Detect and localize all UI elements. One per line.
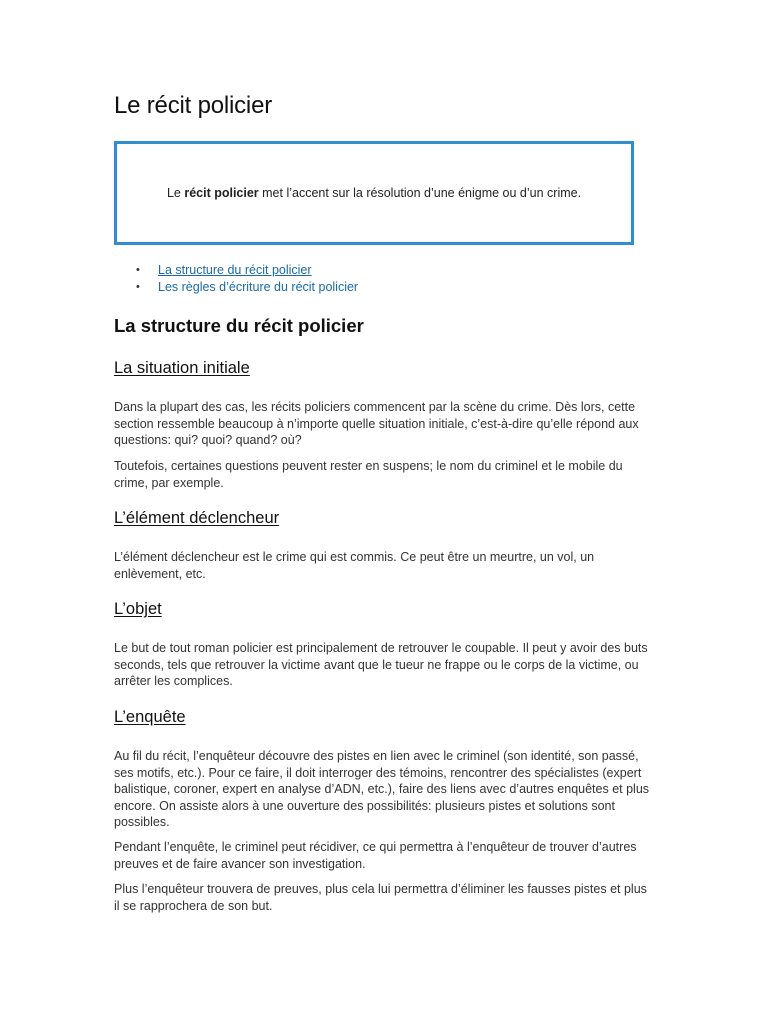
paragraph: Le but de tout roman policier est principalement de retrouver le coupable. Il peut y avoir des buts seconds, tels que retrouver la victime avant que le tueur ne frappe ou le corps de la victime, ou arrêter les complices.	[114, 641, 648, 688]
table-of-contents	[136, 262, 358, 296]
toc-item-structure	[136, 262, 358, 279]
toc-item-regles	[136, 279, 358, 296]
paragraph: L’élément déclencheur est le crime qui est commis. Ce peut être un meurtre, un vol, un enlèvement, etc.	[114, 550, 595, 581]
heading-element-declencheur: L’élément déclencheur	[114, 509, 280, 527]
heading-situation-initiale: La situation initiale	[114, 359, 250, 377]
paragraph: Pendant l’enquête, le criminel peut récidiver, ce qui permettra à l’enquêteur de trouver d’autres preuves et de faire avancer son investigation.	[114, 840, 637, 871]
paragraph: Toutefois, certaines questions peuvent rester en suspens; le nom du criminel et le mobile du crime, par exemple.	[114, 459, 623, 490]
section-title: La structure du récit policier	[114, 315, 364, 336]
page-title: Le récit policier	[114, 92, 273, 119]
paragraph: Au fil du récit, l’enquêteur découvre des pistes en lien avec le criminel (son identité, son passé, ses motifs, etc.). Pour ce faire, il doit interroger des témoins, rencontrer des spécialistes (expert balistique, coroner, expert en analyse d’ADN, etc.), faire des liens avec d’autres enquêtes et plus encore. On assiste alors à une ouverture des possibilités: plusieurs pistes et solutions sont possibles.	[114, 749, 650, 829]
intro-box	[114, 141, 634, 245]
heading-objet: L’objet	[114, 600, 162, 618]
intro-text	[167, 186, 581, 200]
intro-bold-term: récit policier	[184, 186, 259, 200]
intro-before: Le	[166, 186, 185, 200]
intro-after: met l’accent sur la résolution d’une énigme ou d’un crime.	[258, 186, 582, 200]
heading-enquete: L’enquête	[114, 708, 186, 726]
paragraph: Dans la plupart des cas, les récits policiers commencent par la scène du crime. Dès lors, cette section ressemble beaucoup à n’importe quelle situation initiale, c’est-à-dire qu’elle répond aux questions: qui? quoi? quand? où?	[114, 400, 639, 447]
paragraph: Plus l’enquêteur trouvera de preuves, plus cela lui permettra d’éliminer les fausses pistes et plus il se rapprochera de son but.	[114, 882, 647, 913]
toc-link-regles[interactable]: Les règles d’écriture du récit policier	[158, 280, 359, 294]
toc-link-structure[interactable]: La structure du récit policier	[158, 263, 312, 277]
